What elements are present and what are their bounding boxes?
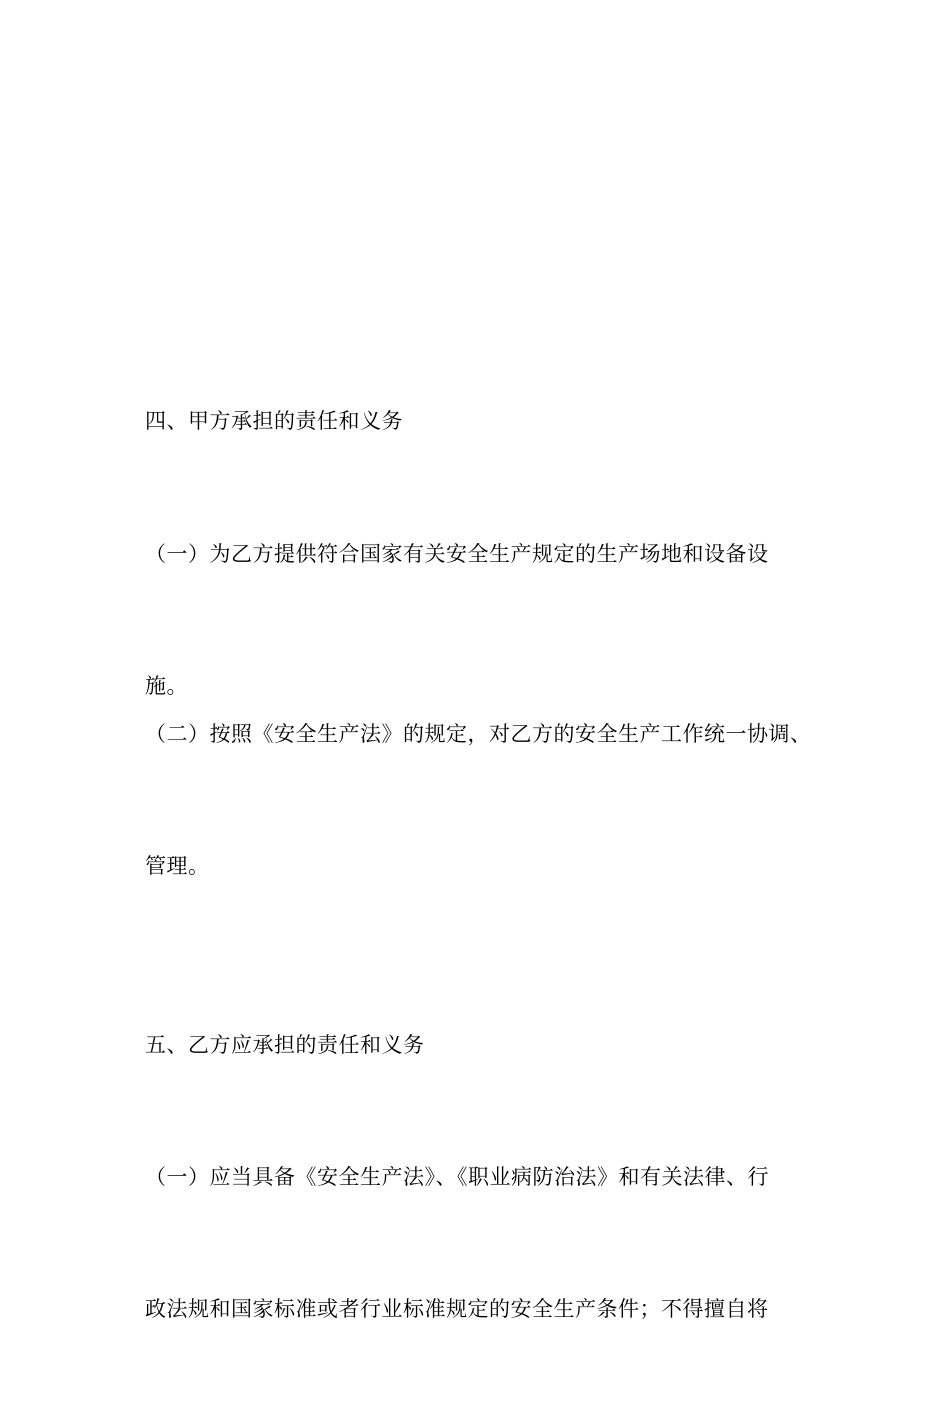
section-4-item-1-line-2: 施。 [145,674,188,698]
section-4-item-2-line-2: 管理。 [145,854,210,878]
section-5-item-1-line-2: 政法规和国家标准或者行业标准规定的安全生产条件；不得擅自将 [145,1297,769,1321]
section-5-item-1 [145,1067,810,1419]
section-5-item-1-line-1: （一）应当具备《安全生产法》、《职业病防治法》和有关法律、行 [145,1165,769,1189]
section-5-heading-text: 五、乙方应承担的责任和义务 [145,1033,425,1057]
section-4-item-2-line-1: （二）按照《安全生产法》的规定，对乙方的安全生产工作统一协调、 [145,722,812,746]
section-4-item-1-line-1: （一）为乙方提供符合国家有关安全生产规定的生产场地和设备设 [145,542,769,566]
section-4-heading-text: 四、甲方承担的责任和义务 [145,409,403,433]
section-4-item-2 [145,624,810,976]
